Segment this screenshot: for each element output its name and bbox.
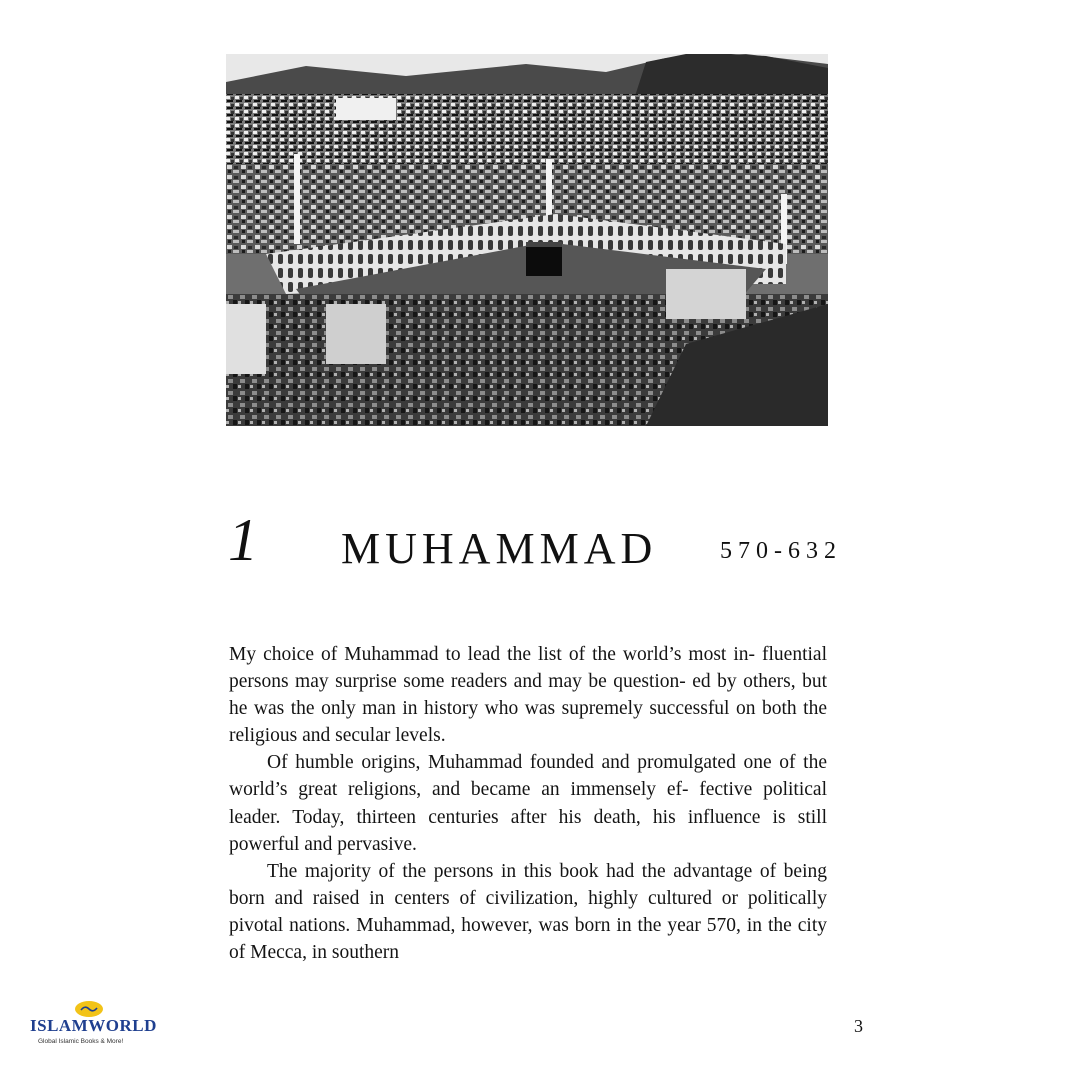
logo-tagline: Global Islamic Books & More!	[38, 1038, 124, 1045]
body-text	[229, 641, 827, 966]
chapter-dates: 570-632	[720, 538, 842, 564]
page-number: 3	[854, 1016, 863, 1036]
chapter-title: MUHAMMAD	[341, 524, 658, 573]
islamworld-logo	[30, 1000, 160, 1050]
paragraph-3: The majority of the persons in this book had the advantage of being born and raised in centers of civilization, highly cultured or politically pivotal nations. Muhammad, however, was born in the year 570, in the city of Mecca, in southern	[229, 860, 827, 964]
paragraph-1: My choice of Muhammad to lead the list of the world’s most in- fluential persons may surprise some readers and may be question- ed by others, but he was the only man in history who was supremely successful on both the religious and secular levels.	[229, 644, 827, 747]
mecca-photograph	[226, 54, 828, 426]
chapter-number: 1	[228, 507, 258, 573]
logo-name: ISLAMWORLD	[30, 1016, 157, 1035]
chapter-heading	[226, 505, 886, 585]
paragraph-2: Of humble origins, Muhammad founded and promulgated one of the world’s great religions, and became an immensely ef- fective political leader. Today, thirteen centuries after his death, his influence is still powerful and pervasive.	[229, 752, 827, 855]
photo-illustration	[226, 54, 828, 426]
